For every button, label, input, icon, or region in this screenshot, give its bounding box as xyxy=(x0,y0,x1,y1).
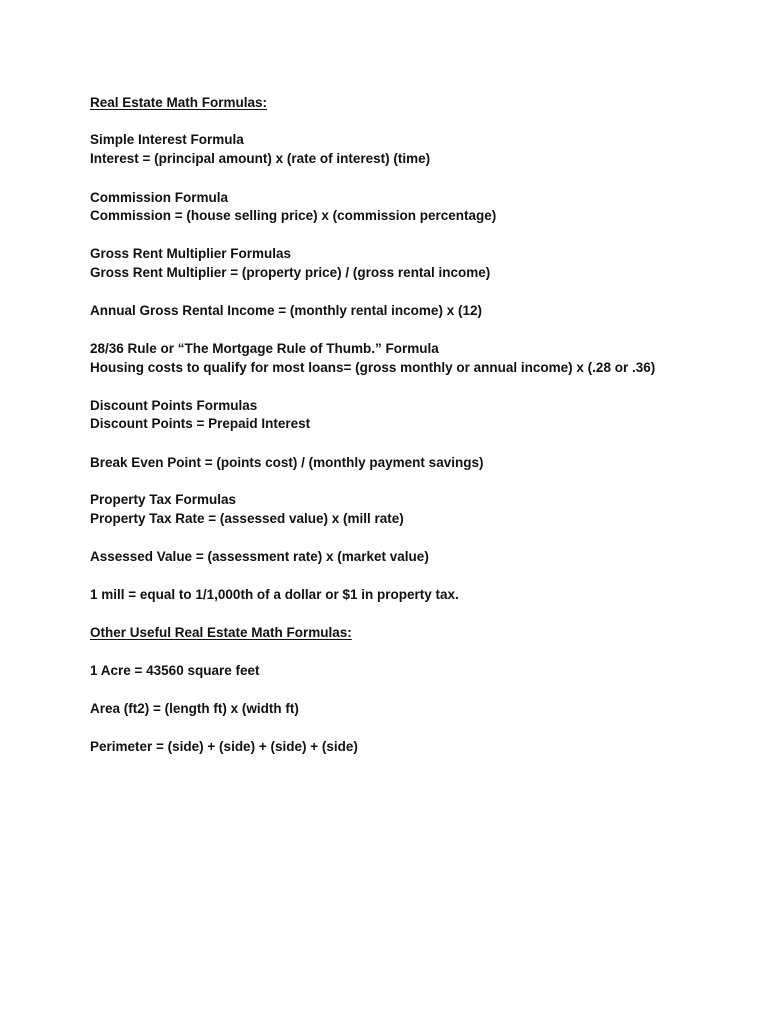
area-formula: Area (ft2) = (length ft) x (width ft) xyxy=(90,701,299,716)
gross-rent-multiplier-formula: Gross Rent Multiplier = (property price) / (gross rental income) xyxy=(90,265,491,280)
annual-gross-rental-income-formula: Annual Gross Rental Income = (monthly rental income) x (12) xyxy=(90,303,482,318)
acre-definition: 1 Acre = 43560 square feet xyxy=(90,663,260,678)
rule-28-36-formula: Housing costs to qualify for most loans= (gross monthly or annual income) x (.28 or .36) xyxy=(90,360,656,375)
assessed-value-formula: Assessed Value = (assessment rate) x (market value) xyxy=(90,549,429,564)
property-tax-rate-formula: Property Tax Rate = (assessed value) x (mill rate) xyxy=(90,511,404,526)
commission-title: Commission Formula xyxy=(90,190,229,205)
commission-formula: Commission = (house selling price) x (commission percentage) xyxy=(90,208,497,223)
discount-points-title: Discount Points Formulas xyxy=(90,398,258,413)
break-even-point-formula: Break Even Point = (points cost) / (monthly payment savings) xyxy=(90,455,484,470)
rule-28-36-title: 28/36 Rule or “The Mortgage Rule of Thumb.” Formula xyxy=(90,341,439,356)
mill-definition: 1 mill = equal to 1/1,000th of a dollar or $1 in property tax. xyxy=(90,587,459,602)
heading-real-estate-math-formulas: Real Estate Math Formulas: xyxy=(90,95,268,110)
property-tax-title: Property Tax Formulas xyxy=(90,492,237,507)
perimeter-formula: Perimeter = (side) + (side) + (side) + (side) xyxy=(90,739,358,754)
simple-interest-formula: Interest = (principal amount) x (rate of interest) (time) xyxy=(90,151,431,166)
gross-rent-multiplier-title: Gross Rent Multiplier Formulas xyxy=(90,246,292,261)
simple-interest-title: Simple Interest Formula xyxy=(90,132,244,147)
discount-points-formula: Discount Points = Prepaid Interest xyxy=(90,416,311,431)
heading-other-useful-formulas: Other Useful Real Estate Math Formulas: xyxy=(90,625,352,640)
